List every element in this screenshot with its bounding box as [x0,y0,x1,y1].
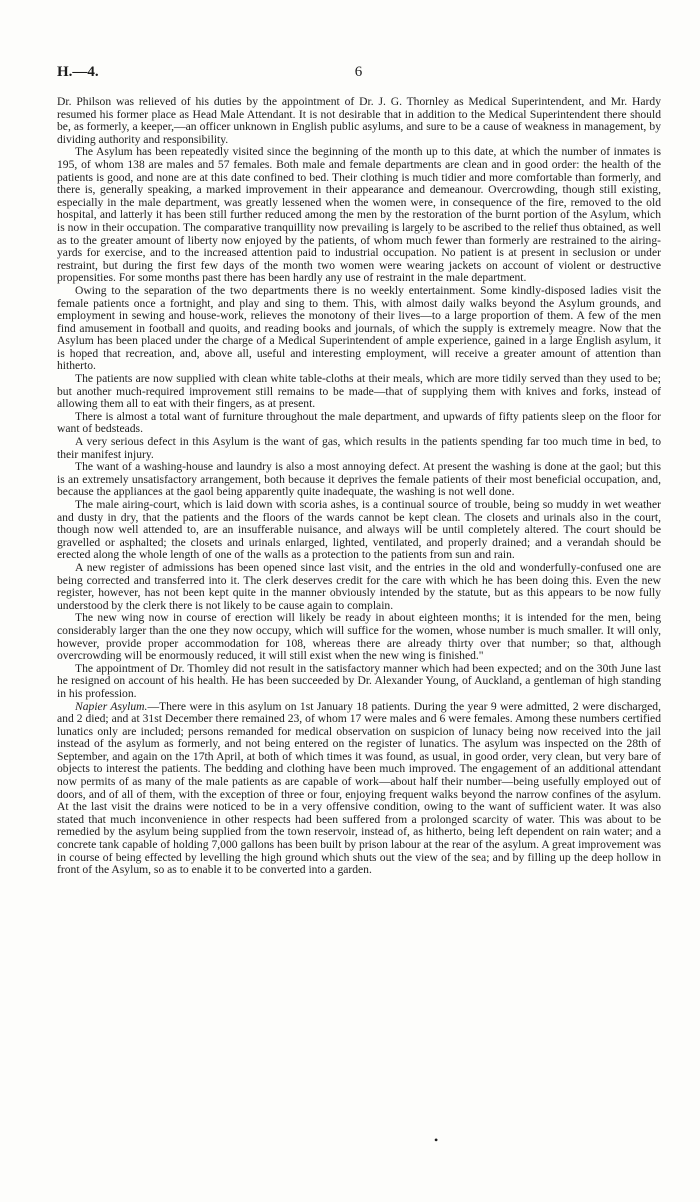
document-reference: H.—4. [57,64,99,80]
paragraph: The appointment of Dr. Thomley did not result in the satisfactory manner which had been expected; and on the 30th June last he resigned on account of his health. He has been succeeded by Dr. Alexander Young, of Auckland, a gentleman of high standing in his profession. [57,661,661,700]
paragraph: The Asylum has been repeatedly visited since the beginning of the month up to this date, at which the number of inmates is 195, of whom 138 are males and 57 females. Both male and female departments are clean and in good order: the health of the patients is good, and none are at this date confined to bed. Their clothing is much tidier and more comfortable than formerly, and there is, generally speaking, a marked improvement in their appearance and demeanour. Overcrowding, though still existing, especially in the male department, was greatly lessened when the women were, in consequence of the fire, removed to the old hospital, and latterly it has been still further reduced among the men by the restoration of the burnt portion of the Asylum, which is now in their occupation. The comparative tranquillity now prevailing is largely to be ascribed to the relief thus obtained, as well as to the greater amount of liberty now enjoyed by the patients, of whom much fewer than formerly are restrained to the airing-yards for exercise, and to the increased attention paid to industrial occupation. No patient is at present in seclusion or under restraint, but during the first few days of the month two women were wearing jackets on account of violent or destructive propensities. For some months past there has been hardly any use of restraint in the male department. [57,145,661,285]
page-number: 6 [354,64,363,80]
paragraph: A very serious defect in this Asylum is the want of gas, which results in the patients spending far too much time in bed, to their manifest injury. [57,435,661,461]
paragraph: Owing to the separation of the two departments there is no weekly entertainment. Some kindly-disposed ladies visit the female patients once a fortnight, and play and sing to them. This, with almost daily walks beyond the Asylum grounds, and employment in sewing and house-work, relieves the monotony of their lives—to a large proportion of them. A few of the men find amusement in football and quoits, and reading books and journals, of which the supply is extremely meagre. Now that the Asylum has been placed under the charge of a Medical Superintendent of ample experience, gained in a large English asylum, it is hoped that recreation, and, above all, useful and interesting employment, will receive a greater amount of attention than hitherto. [57,283,661,373]
page-mark: • [434,1133,439,1147]
section-text: —There were in this asylum on 1st January 18 patients. During the year 9 were admitted, 2 were discharged, and 2 died; and at 31st December there remained 23, of whom 17 were males and 6 were females. Among these numbers certified lunatics only are included; persons remanded for medical observation on suspicion of lunacy being now received into the jail instead of the asylum as formerly, and not being entered on the register of lunatics. The asylum was inspected on the 28th of September, and again on the 17th April, at both of which times it was found, as usual, in good order, very clean, but very bare of objects to interest the patients. The bedding and clothing have been much improved. The engagement of an additional attendant now permits of as many of the male patients as are capable of work—about half their number—being usefully employed out of doors, and of all of them, with the exception of three or four, enjoying frequent walks beyond the narrow confines of the asylum. At the last visit the drains were noticed to be in a very offensive condition, owing to the want of sufficient water. It was also stated that much inconvenience in other respects had been suffered from a prolonged scarcity of water. This was about to be remedied by the asylum being supplied from the town reservoir, instead of, as hitherto, being left dependent on rain water; and a concrete tank capable of holding 7,000 gallons has been built by prison labour at the rear of the asylum. A great improvement was in course of being effected by levelling the high ground which shuts out the view of the sea; and by filling up the deep hollow in front of the Asylum, so as to enable it to be converted into a garden. [57,699,661,877]
paragraph: The want of a washing-house and laundry is also a most annoying defect. At present the washing is done at the gaol; but this is an extremely unsatisfactory arrangement, both because it deprives the female patients of their most beneficial occupation, and, because the appliances at the gaol being apparently quite inadequate, the washing is not well done. [57,460,661,499]
paragraph: Dr. Philson was relieved of his duties by the appointment of Dr. J. G. Thornley as Medical Superintendent, and Mr. Hardy resumed his former place as Head Male Attendant. It is not desirable that in addition to the Medical Superintendent there should be, as formerly, a keeper,—an officer unknown in English public asylums, and sure to be a cause of weakness in management, by dividing authority and responsibility. [57,95,661,146]
section-heading: Napier Asylum. [75,699,148,713]
page-header [57,64,660,86]
document-body [57,96,661,877]
paragraph: The new wing now in course of erection will likely be ready in about eighteen months; it is intended for the men, being considerably larger than the one they now occupy, which will suffice for the women, whose number is much smaller. It will only, however, provide proper accommodation for 108, whereas there are already thirty over that number; so that, although overcrowding will be enormously reduced, it will still exist when the new wing is finished." [57,611,661,663]
paragraph: There is almost a total want of furniture throughout the male department, and upwards of fifty patients sleep on the floor for want of bedsteads. [57,409,661,436]
paragraph: The patients are now supplied with clean white table-cloths at their meals, which are more tidily served than they used to be; but another much-required improvement still remains to be made—that of supplying them with knives and forks, instead of allowing them all to eat with their fingers, as at present. [57,372,661,411]
paragraph: The male airing-court, which is laid down with scoria ashes, is a continual source of trouble, being so muddy in wet weather and dusty in dry, that the patients and the floors of the wards cannot be kept clean. The closets and urinals also in the court, though now well attended to, are an insufferable nuisance, and always will be until completely altered. The court should be gravelled or asphalted; the closets and urinals enlarged, lighted, ventilated, and properly drained; and a verandah should be erected along the whole length of one of the walls as a protection to the patients from sun and rain. [57,498,661,562]
paragraph: A new register of admissions has been opened since last visit, and the entries in the old and wonderfully-confused one are being corrected and transferred into it. The clerk deserves credit for the care with which he has been doing this. Even the new register, however, has not been kept quite in the manner obviously intended by the statute, but as this appears to be now fully understood by the clerk there is not likely to be cause again to complain. [57,560,661,612]
napier-asylum-paragraph [57,701,661,877]
